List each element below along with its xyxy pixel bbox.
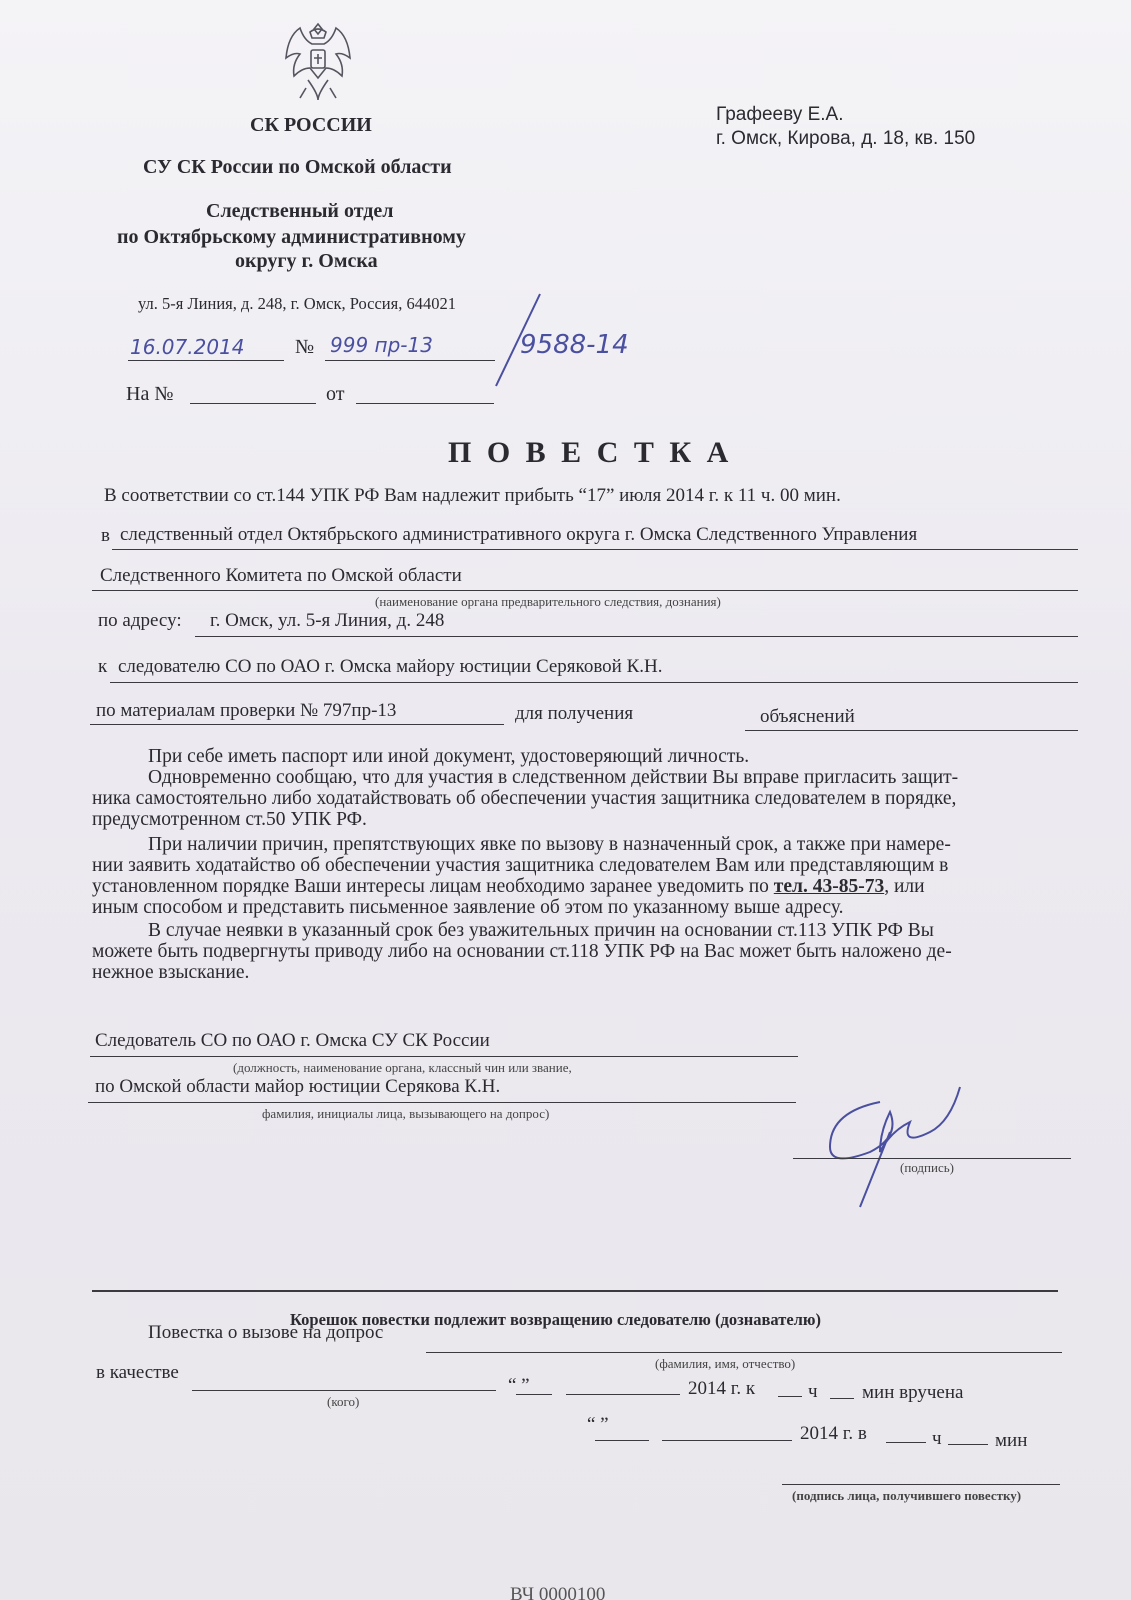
paragraph-4-line3: нежное взыскание. — [92, 962, 250, 983]
body-line-2: Следственного Комитета по Омской области — [100, 565, 462, 586]
date-underline — [128, 360, 284, 361]
stub-quote-1: “ ” — [508, 1375, 530, 1396]
stub-hour-underline-2 — [886, 1442, 926, 1443]
body-line-1: следственный отдел Октябрьского административного округа г. Омска Следственного Управления — [120, 524, 918, 545]
paragraph-3-line3 — [92, 876, 925, 897]
ref-label: На № — [126, 383, 174, 405]
paragraph-2-line2: ника самостоятельно либо ходатайствовать об обеспечении участия защитника следователем в порядке, — [92, 788, 957, 809]
to-label: к — [98, 656, 108, 677]
phone-suffix: , или — [884, 876, 925, 897]
handwritten-date: 16.07.2014 — [130, 335, 245, 359]
to-underline — [110, 682, 1078, 683]
org-name-2: СУ СК России по Омской области — [143, 156, 452, 178]
materials-value: по материалам проверки № 797пр-13 — [96, 700, 397, 721]
purpose-label: для получения — [515, 703, 634, 724]
stub-cut-line — [92, 1290, 1058, 1292]
summons-intro: В соответствии со ст.144 УПК РФ Вам надлежит прибыть “17” июля 2014 г. к 11 ч. 00 мин. — [104, 485, 841, 506]
position-underline — [90, 1056, 798, 1057]
ref-underline — [190, 403, 316, 404]
signature-underline — [793, 1158, 1071, 1159]
org-name-3-line3: округу г. Омска — [235, 250, 378, 272]
stub-fio-caption: (фамилия, имя, отчество) — [655, 1356, 796, 1371]
org-name-3-line1: Следственный отдел — [206, 200, 394, 222]
signature-caption: (подпись) — [900, 1160, 954, 1175]
org-name-1: СК РОССИИ — [250, 114, 372, 136]
address-label: по адресу: — [98, 610, 182, 631]
from-label: от — [326, 383, 345, 405]
stub-recipient-caption: (подпись лица, получившего повестку) — [792, 1488, 1022, 1503]
stub-quote-2: “ ” — [587, 1414, 609, 1435]
stub-hour-label-1: ч — [808, 1381, 818, 1402]
number-underline — [325, 360, 495, 361]
body-line-2-underline — [92, 590, 1078, 591]
body-line-1-underline — [112, 549, 1078, 550]
position-caption: (должность, наименование органа, классный чин или звание, — [233, 1060, 572, 1075]
from-underline — [356, 403, 494, 404]
paragraph-2-line3: предусмотренном ст.50 УПК РФ. — [92, 809, 367, 830]
document-title: П О В Е С Т К А — [448, 436, 733, 469]
signatory-name: по Омской области майор юстиции Серякова К.Н. — [95, 1076, 501, 1097]
org-address: ул. 5-я Линия, д. 248, г. Омск, Россия, 644021 — [138, 294, 456, 313]
stub-month-underline-1 — [566, 1394, 680, 1395]
paragraph-3-line1: При наличии причин, препятствующих явке по вызову в назначенный срок, а также при намере- — [148, 834, 951, 855]
paragraph-4-line1: В случае неявки в указанный срок без уважительных причин на основании ст.113 УПК РФ Вы — [148, 920, 934, 941]
stub-fio-underline — [426, 1352, 1062, 1353]
stub-hour-underline-1 — [778, 1396, 802, 1397]
paragraph-3-line4: иным способом и представить письменное заявление об этом по указанному выше адресу. — [92, 897, 844, 918]
stub-month-underline-2 — [662, 1440, 792, 1441]
stub-call-label: Повестка о вызове на допрос — [148, 1322, 384, 1343]
paragraph-2-line1: Одновременно сообщаю, что для участия в следственном действии Вы вправе пригласить защит- — [148, 767, 959, 788]
paragraph-3-line2: нии заявить ходатайство об обеспечении участия защитника следователем Вам или представляющим в — [92, 855, 949, 876]
purpose-underline — [745, 730, 1078, 731]
stub-min-underline-2 — [948, 1444, 988, 1445]
handwritten-number: 999 пр-13 — [330, 333, 433, 357]
stub-recipient-underline — [782, 1484, 1060, 1485]
address-value: г. Омск, ул. 5-я Линия, д. 248 — [210, 610, 445, 631]
name-underline — [88, 1102, 796, 1103]
signature-scribble — [820, 1082, 970, 1212]
handwritten-stamp-number: 9588-14 — [520, 330, 629, 360]
stub-heading: Корешок повестки подлежит возвращению следователю (дознавателю) — [290, 1310, 822, 1329]
address-underline — [195, 636, 1078, 637]
stub-day-underline-1 — [516, 1394, 552, 1395]
emblem-icon — [280, 18, 356, 106]
stub-as-underline — [192, 1390, 496, 1391]
paragraph-1: При себе иметь паспорт или иной документ, удостоверяющий личность. — [148, 746, 750, 767]
materials-underline — [90, 724, 504, 725]
stub-hour-label-2: ч — [932, 1428, 942, 1449]
number-label: № — [295, 336, 315, 358]
stub-who-caption: (кого) — [327, 1394, 360, 1409]
stub-min-label-2: мин — [995, 1430, 1028, 1451]
paragraph-3-line3-text: установленном порядке Ваши интересы лицам необходимо заранее уведомить по — [92, 876, 769, 897]
recipient-address: г. Омск, Кирова, д. 18, кв. 150 — [716, 128, 976, 149]
stub-as-label: в качестве — [96, 1362, 179, 1383]
stub-min-underline-1 — [830, 1398, 854, 1399]
stub-year-label-2: 2014 г. в — [800, 1423, 867, 1444]
name-caption: фамилия, инициалы лица, вызывающего на допрос) — [262, 1106, 550, 1121]
stub-day-underline-2 — [595, 1440, 649, 1441]
stub-serial: ВЧ 0000100 — [510, 1584, 606, 1600]
org-name-3-line2: по Октябрьскому административному — [117, 226, 466, 248]
in-label: в — [101, 525, 110, 546]
signatory-position: Следователь СО по ОАО г. Омска СУ СК России — [95, 1030, 490, 1051]
stub-min-label-1: мин вручена — [862, 1382, 964, 1403]
paragraph-4-line2: можете быть подвергнуты приводу либо на основании ст.118 УПК РФ на Вас может быть наложено де- — [92, 941, 952, 962]
phone-number: тел. 43-85-73 — [773, 876, 885, 897]
recipient-name: Графееву Е.А. — [716, 104, 844, 125]
purpose-value: объяснений — [760, 706, 855, 727]
to-value: следователю СО по ОАО г. Омска майору юстиции Серяковой К.Н. — [118, 656, 663, 677]
body-caption: (наименование органа предварительного следствия, дознания) — [375, 594, 721, 609]
stub-year-label-1: 2014 г. к — [688, 1378, 756, 1399]
